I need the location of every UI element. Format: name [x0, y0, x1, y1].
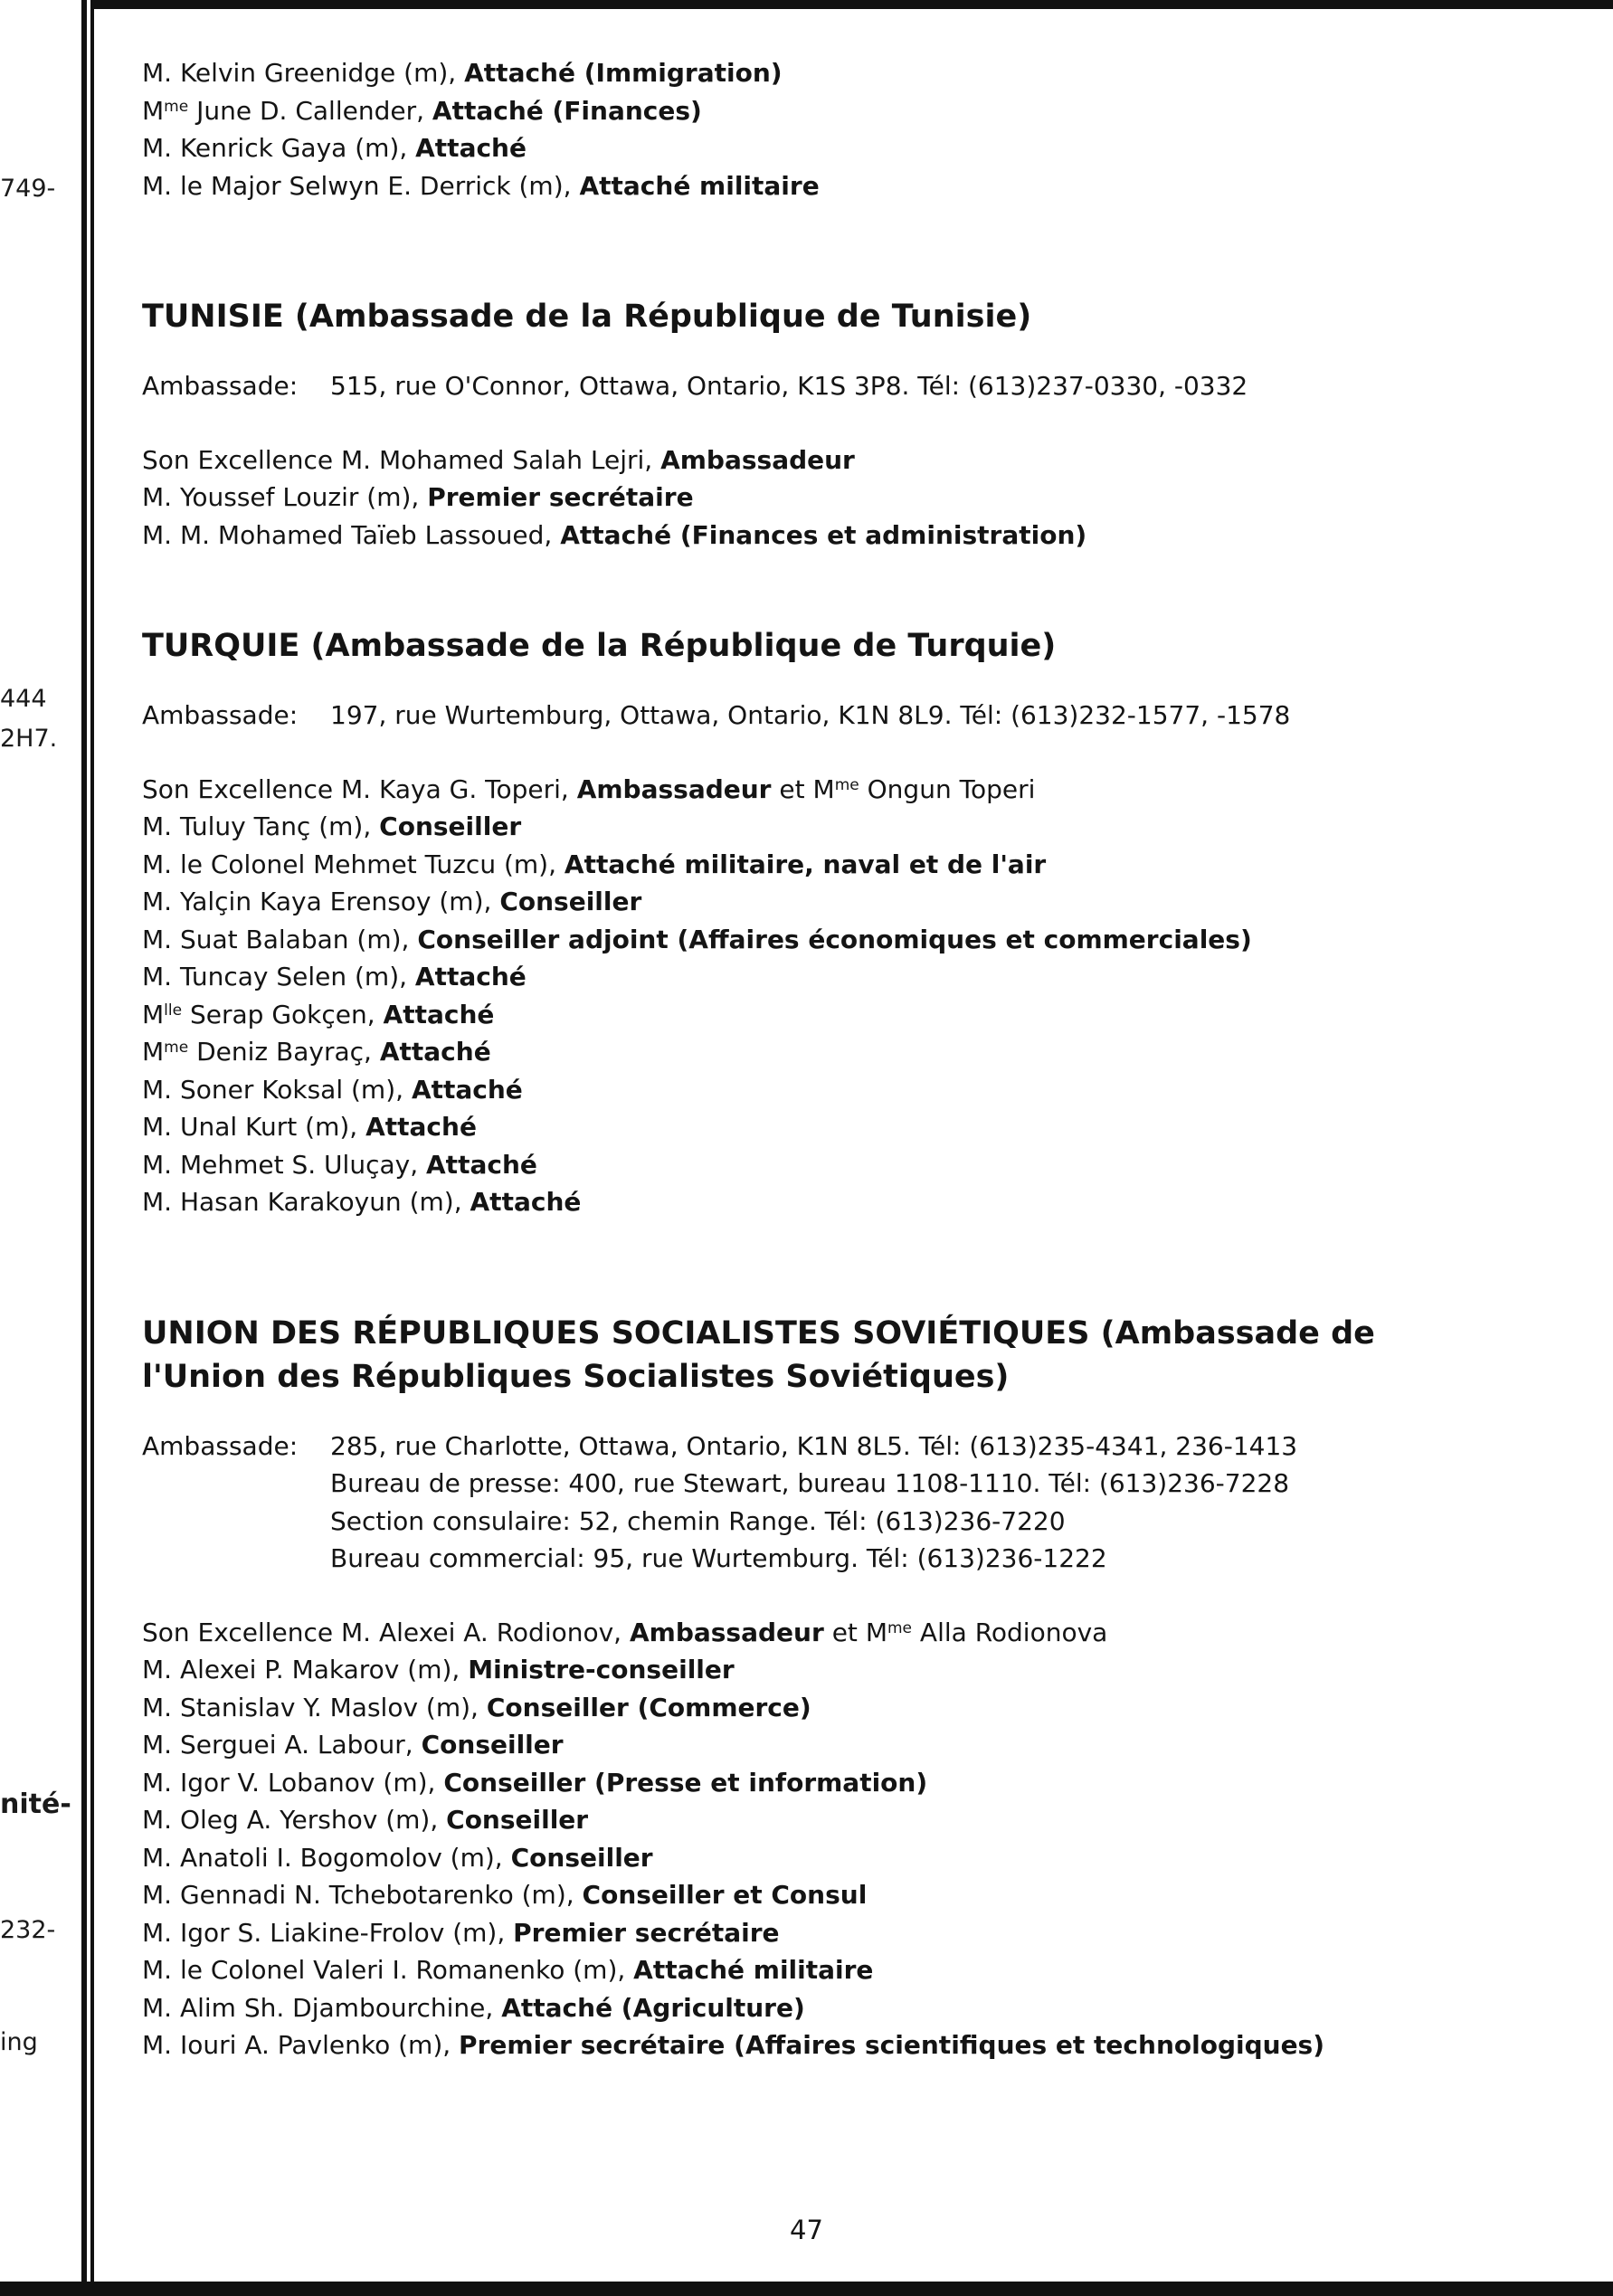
bottom-scan-edge: [0, 2282, 1613, 2296]
staff-entry: M. Serguei A. Labour, Conseiller: [142, 1730, 564, 1760]
address-label: Ambassade:: [142, 371, 299, 401]
staff-entry: $M^{me}$ Deniz Bayraç, Attaché: [142, 1037, 491, 1067]
staff-entry: Son Excellence M. Alexei A. Rodionov, Ambassadeur et $M^{me}$ Alla Rodionova: [142, 1617, 1108, 1647]
address-line: Section consulaire: 52, chemin Range. Tél: (613)236-7220: [330, 1505, 1066, 1536]
staff-entry: M. Unal Kurt (m), Attaché: [142, 1112, 477, 1142]
staff-entry: M. Yalçin Kaya Erensoy (m), Conseiller: [142, 887, 642, 916]
margin-fragment: 2H7.: [0, 725, 58, 753]
address-line: Bureau de presse: 400, rue Stewart, bureau 1108-1110. Tél: (613)236-7228: [330, 1468, 1290, 1498]
left-scan-edge: [81, 0, 87, 2296]
directory-content: [142, 54, 1589, 2064]
address-label: Ambassade:: [142, 1430, 299, 1461]
embassy-address: [142, 367, 1589, 405]
address-line: 197, rue Wurtemburg, Ottawa, Ontario, K1N 8L9. Tél: (613)232-1577, -1578: [330, 700, 1291, 730]
address-label: Ambassade:: [142, 700, 299, 730]
margin-fragment: nité-: [0, 1788, 71, 1820]
staff-entry: M. Tuluy Tanç (m), Conseiller: [142, 811, 522, 841]
staff-entry: M. M. Mohamed Taïeb Lassoued, Attaché (Finances et administration): [142, 519, 1087, 550]
address-line: 285, rue Charlotte, Ottawa, Ontario, K1N 8L5. Tél: (613)235-4341, 236-1413: [330, 1430, 1298, 1461]
staff-entry: M. Kelvin Greenidge (m), Attaché (Immigration): [142, 58, 783, 88]
margin-fragment: ing: [0, 2028, 38, 2056]
staff-entry: $M^{me}$ June D. Callender, Attaché (Finances): [142, 95, 702, 126]
staff-entry: M. Gennadi N. Tchebotarenko (m), Conseiller et Consul: [142, 1880, 868, 1910]
embassy-address: [142, 1428, 1589, 1578]
embassy-address: [142, 697, 1589, 735]
section-urss: [142, 1312, 1589, 2064]
margin-fragment: 749-: [0, 175, 56, 203]
staff-entry: M. Kenrick Gaya (m), Attaché: [142, 133, 527, 163]
section-heading: TURQUIE (Ambassade de la République de Turquie): [142, 628, 1057, 664]
staff-entry: M. le Major Selwyn E. Derrick (m), Attaché militaire: [142, 170, 820, 201]
staff-entry: M. Hasan Karakoyun (m), Attaché: [142, 1187, 582, 1217]
address-line: Bureau commercial: 95, rue Wurtemburg. Tél: (613)236-1222: [330, 1543, 1107, 1573]
staff-entry: M. Anatoli I. Bogomolov (m), Conseiller: [142, 1842, 653, 1873]
section-tunisie: [142, 295, 1589, 554]
staff-entry: $M^{lle}$ Serap Gokçen, Attaché: [142, 999, 495, 1029]
top-scan-edge: [90, 0, 1613, 9]
continued-staff-list: [142, 54, 1589, 204]
margin-fragment: 444: [0, 685, 47, 713]
address-line: 515, rue O'Connor, Ottawa, Ontario, K1S 3P8. Tél: (613)237-0330, -0332: [330, 371, 1248, 401]
staff-entry: M. Stanislav Y. Maslov (m), Conseiller (Commerce): [142, 1692, 811, 1722]
page-number: 47: [790, 2215, 823, 2245]
section-heading: TUNISIE (Ambassade de la République de Tunisie): [142, 299, 1032, 335]
staff-entry: M. Alim Sh. Djambourchine, Attaché (Agriculture): [142, 1992, 805, 2023]
left-scan-edge-inner: [90, 0, 94, 2296]
staff-entry: M. Iouri A. Pavlenko (m), Premier secrétaire (Affaires scientifiques et technologiques): [142, 2030, 1325, 2060]
staff-entry: M. Igor V. Lobanov (m), Conseiller (Presse et information): [142, 1767, 928, 1798]
staff-entry: M. Mehmet S. Uluçay, Attaché: [142, 1149, 537, 1180]
staff-entry: M. Oleg A. Yershov (m), Conseiller: [142, 1805, 589, 1835]
staff-entry: M. Alexei P. Makarov (m), Ministre-conseiller: [142, 1655, 735, 1684]
staff-entry: Son Excellence M. Mohamed Salah Lejri, Ambassadeur: [142, 444, 855, 475]
staff-entry: M. le Colonel Mehmet Tuzcu (m), Attaché militaire, naval et de l'air: [142, 849, 1047, 879]
staff-entry: M. Soner Koksal (m), Attaché: [142, 1074, 523, 1105]
staff-entry: Son Excellence M. Kaya G. Toperi, Ambassadeur et $M^{me}$ Ongun Toperi: [142, 773, 1036, 804]
margin-fragment: 232-: [0, 1916, 56, 1944]
staff-entry: M. Youssef Louzir (m), Premier secrétaire: [142, 482, 694, 512]
staff-entry: M. Tuncay Selen (m), Attaché: [142, 962, 527, 991]
section-heading: UNION DES RÉPUBLIQUES SOCIALISTES SOVIÉTIQUES (Ambassade de l'Union des Républiques Socialistes Soviétiques): [142, 1314, 1375, 1395]
staff-entry: M. Suat Balaban (m), Conseiller adjoint (Affaires économiques et commerciales): [142, 924, 1252, 954]
staff-entry: M. le Colonel Valeri I. Romanenko (m), Attaché militaire: [142, 1955, 874, 1985]
section-turquie: [142, 624, 1589, 1221]
staff-entry: M. Igor S. Liakine-Frolov (m), Premier secrétaire: [142, 1917, 780, 1948]
